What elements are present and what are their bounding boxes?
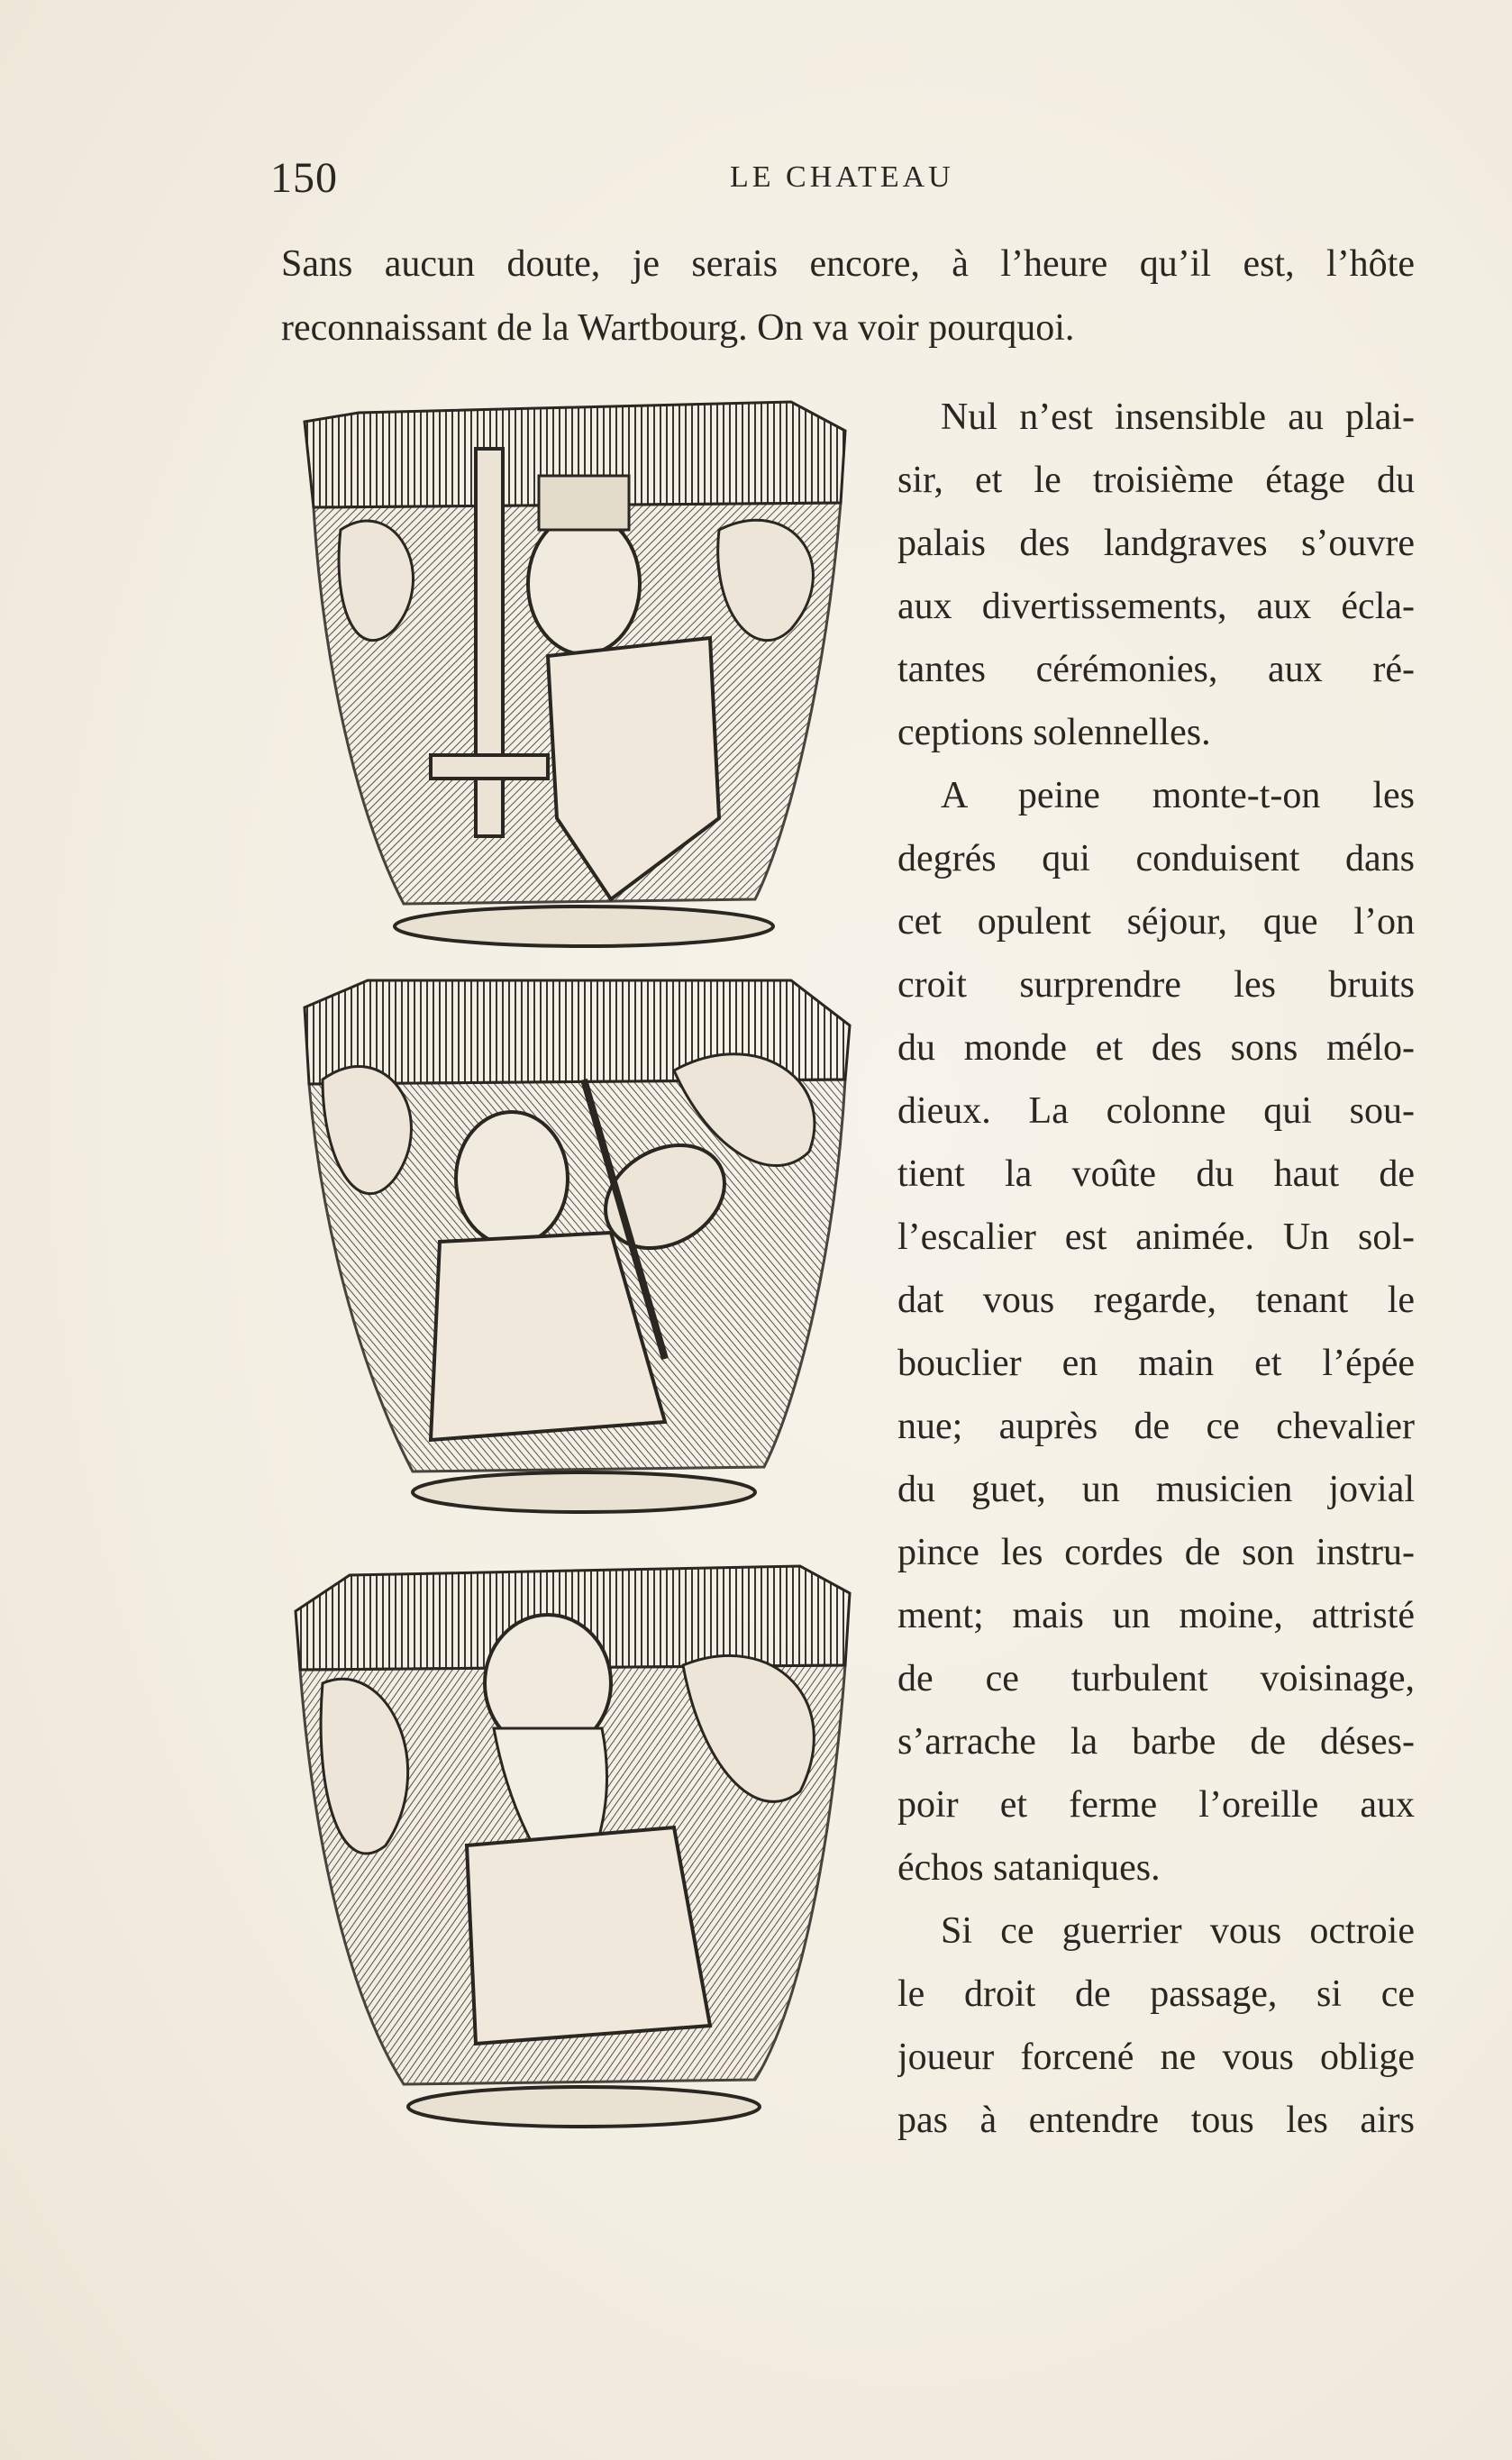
musician-engraving <box>287 971 863 1530</box>
illustrations <box>287 395 863 2134</box>
capital-musician-illustration <box>287 971 863 1530</box>
text-line: s’arrache la barbe de déses- <box>897 1721 1415 1763</box>
text-line: nue; auprès de ce chevalier <box>897 1406 1415 1447</box>
text-line: reconnaissant de la Wartbourg. On va voir pourquoi. <box>281 307 1075 349</box>
text-line: degrés qui conduisent dans <box>897 838 1415 879</box>
capital-monk-illustration <box>287 1557 863 2134</box>
text-line: du guet, un musicien jovial <box>897 1469 1415 1510</box>
text-line: tient la voûte du haut de <box>897 1153 1415 1195</box>
text-line: Nul n’est insensible au plai- <box>941 396 1415 438</box>
page-number: 150 <box>270 154 338 202</box>
text-line: aux divertissements, aux écla- <box>897 586 1415 627</box>
text-line: A peine monte-t-on les <box>941 775 1415 816</box>
text-line: ceptions solennelles. <box>897 712 1211 753</box>
monk-engraving <box>287 1557 863 2134</box>
capital-knight-illustration <box>287 395 863 953</box>
text-line: échos sataniques. <box>897 1847 1161 1889</box>
text-line: palais des landgraves s’ouvre <box>897 523 1415 564</box>
running-head <box>270 153 1415 207</box>
intro-paragraph <box>281 232 1415 360</box>
running-title: LE CHATEAU <box>730 160 954 194</box>
text-line: croit surprendre les bruits <box>897 964 1415 1006</box>
text-line: Sans aucun doute, je serais encore, à l’heure qu’il est, l’hôte <box>281 243 1415 285</box>
text-line: dat vous regarde, tenant le <box>897 1280 1415 1321</box>
text-line: du monde et des sons mélo- <box>897 1027 1415 1069</box>
text-line: joueur forcené ne vous oblige <box>897 2036 1415 2078</box>
text-line: de ce turbulent voisinage, <box>897 1658 1415 1699</box>
text-line: tantes cérémonies, aux ré- <box>897 649 1415 690</box>
text-line: dieux. La colonne qui sou- <box>897 1090 1415 1132</box>
text-line: bouclier en main et l’épée <box>897 1343 1415 1384</box>
right-column-text <box>897 386 1415 2152</box>
text-line: sir, et le troisième étage du <box>897 460 1415 501</box>
text-line: le droit de passage, si ce <box>897 1973 1415 2015</box>
text-line: pas à entendre tous les airs <box>897 2100 1415 2141</box>
text-line: ment; mais un moine, attristé <box>897 1595 1415 1636</box>
text-line: pince les cordes de son instru- <box>897 1532 1415 1573</box>
text-line: l’escalier est animée. Un sol- <box>897 1216 1415 1258</box>
text-line: cet opulent séjour, que l’on <box>897 901 1415 943</box>
text-line: poir et ferme l’oreille aux <box>897 1784 1415 1826</box>
knight-engraving <box>287 395 863 953</box>
text-line: Si ce guerrier vous octroie <box>941 1910 1415 1952</box>
